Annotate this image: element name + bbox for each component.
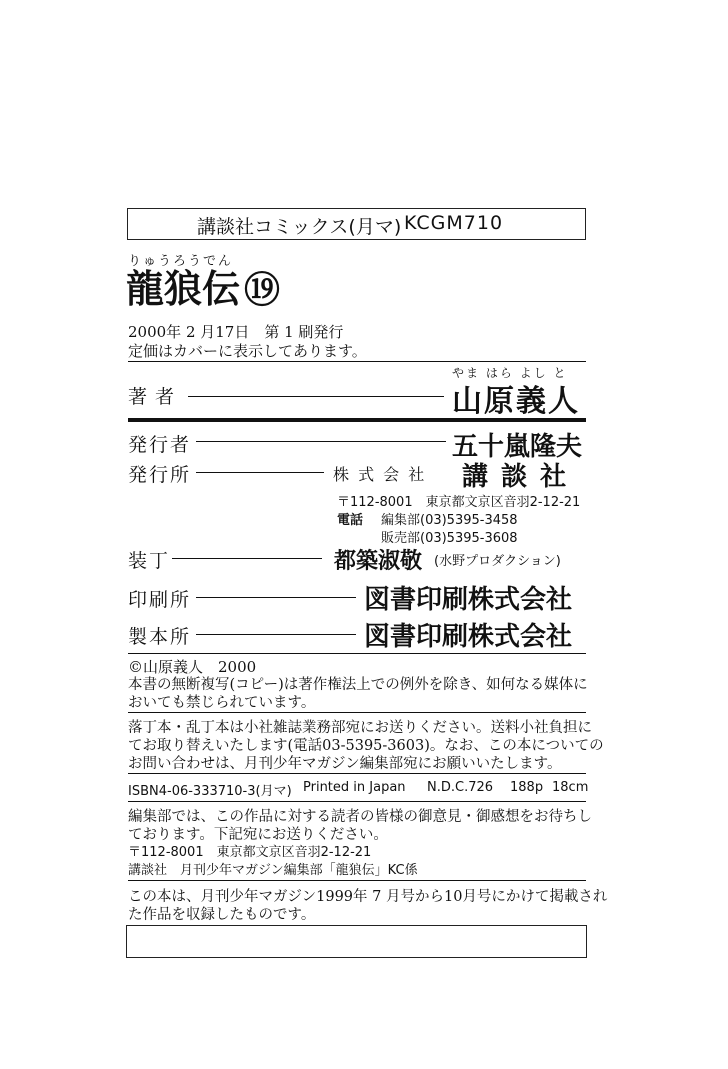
feedback-address: 〒112-8001 東京都文京区音羽2-12-21 [128, 845, 372, 860]
notice-line-3: お問い合わせは、月刊少年マガジン編集部宛にお願いいたします。 [128, 756, 562, 772]
book-title: 龍狼伝 [126, 267, 241, 311]
blank-box [126, 925, 587, 958]
company-name: 講 談 社 [462, 462, 569, 492]
phone-sales: 販売部(03)5395-3608 [381, 531, 518, 546]
feedback-line-1: 編集部では、この作品に対する読者の皆様の御意見・御感想をお待ちし [128, 809, 592, 825]
company-leader [196, 472, 324, 473]
serialization-line-1: この本は、月刊少年マガジン1999年 7 月号から10月号にかけて掲載され [128, 889, 608, 905]
binder-leader [196, 634, 356, 635]
serialization-line-2: た作品を収録したものです。 [128, 907, 316, 923]
printer-leader [196, 597, 356, 598]
printed-in: Printed in Japan [303, 780, 406, 795]
title-ruby: りゅうろうでん [128, 254, 234, 269]
copyright-line: ©山原義人 2000 [128, 658, 257, 676]
issue-date: 2000年 2 月17日 第 1 刷発行 [128, 323, 344, 341]
divider-copyright [128, 712, 586, 713]
phone-editorial: 編集部(03)5395-3458 [381, 513, 518, 528]
publisher-name: 五十嵐隆夫 [452, 432, 583, 462]
design-label: 装丁 [128, 550, 171, 572]
notice-line-1: 落丁本・乱丁本は小社雑誌業務部宛にお送りください。送料小社負担に [128, 720, 592, 736]
author-leader [188, 396, 444, 397]
printer-label: 印刷所 [128, 589, 192, 611]
design-leader [172, 558, 322, 559]
feedback-dept: 講談社 月刊少年マガジン編集部「龍狼伝」KC係 [128, 863, 418, 878]
volume-number: ⑲ [244, 270, 281, 311]
series-label: 講談社コミックス(月マ) [197, 216, 402, 238]
phone-label: 電話 [337, 513, 364, 528]
publisher-address: 〒112-8001 東京都文京区音羽2-12-21 [337, 495, 581, 510]
price-note: 定価はカバーに表示してあります。 [128, 342, 367, 360]
book-size: 18cm [552, 780, 589, 795]
divider-isbn [128, 801, 586, 802]
divider-top [128, 361, 586, 362]
author-ruby: やま はら よし と [452, 366, 568, 380]
company-prefix: 株 式 会 社 [333, 465, 427, 484]
binder-label: 製本所 [128, 626, 192, 648]
designer-note: (水野プロダクション) [434, 554, 561, 569]
notice-line-2: てお取り替えいたします(電話03-5395-3603)。なお、この本についての [128, 738, 604, 754]
feedback-line-2: ております。下記宛にお送りください。 [128, 827, 388, 843]
printer-name: 図書印刷株式会社 [364, 585, 573, 615]
author-name: 山原義人 [452, 384, 580, 419]
author-label: 著者 [128, 386, 183, 408]
divider-binder [128, 653, 586, 654]
divider-feedback [128, 880, 586, 881]
ndc-code: N.D.C.726 [427, 780, 494, 795]
copyright-text-2: おいても禁じられています。 [128, 695, 316, 711]
divider-notice [128, 773, 586, 774]
isbn: ISBN4-06-333710-3(月マ) [128, 784, 292, 799]
copyright-text-1: 本書の無断複写(コピー)は著作権法上での例外を除き、如何なる媒体に [128, 677, 588, 693]
publisher-leader [196, 441, 446, 442]
page-count: 188p [510, 780, 544, 795]
company-label: 発行所 [128, 464, 192, 486]
publisher-label: 発行者 [128, 434, 192, 456]
series-code: KCGM710 [404, 212, 504, 234]
divider-thick [128, 418, 586, 422]
designer-name: 都築淑敬 [334, 549, 423, 574]
binder-name: 図書印刷株式会社 [364, 622, 573, 652]
